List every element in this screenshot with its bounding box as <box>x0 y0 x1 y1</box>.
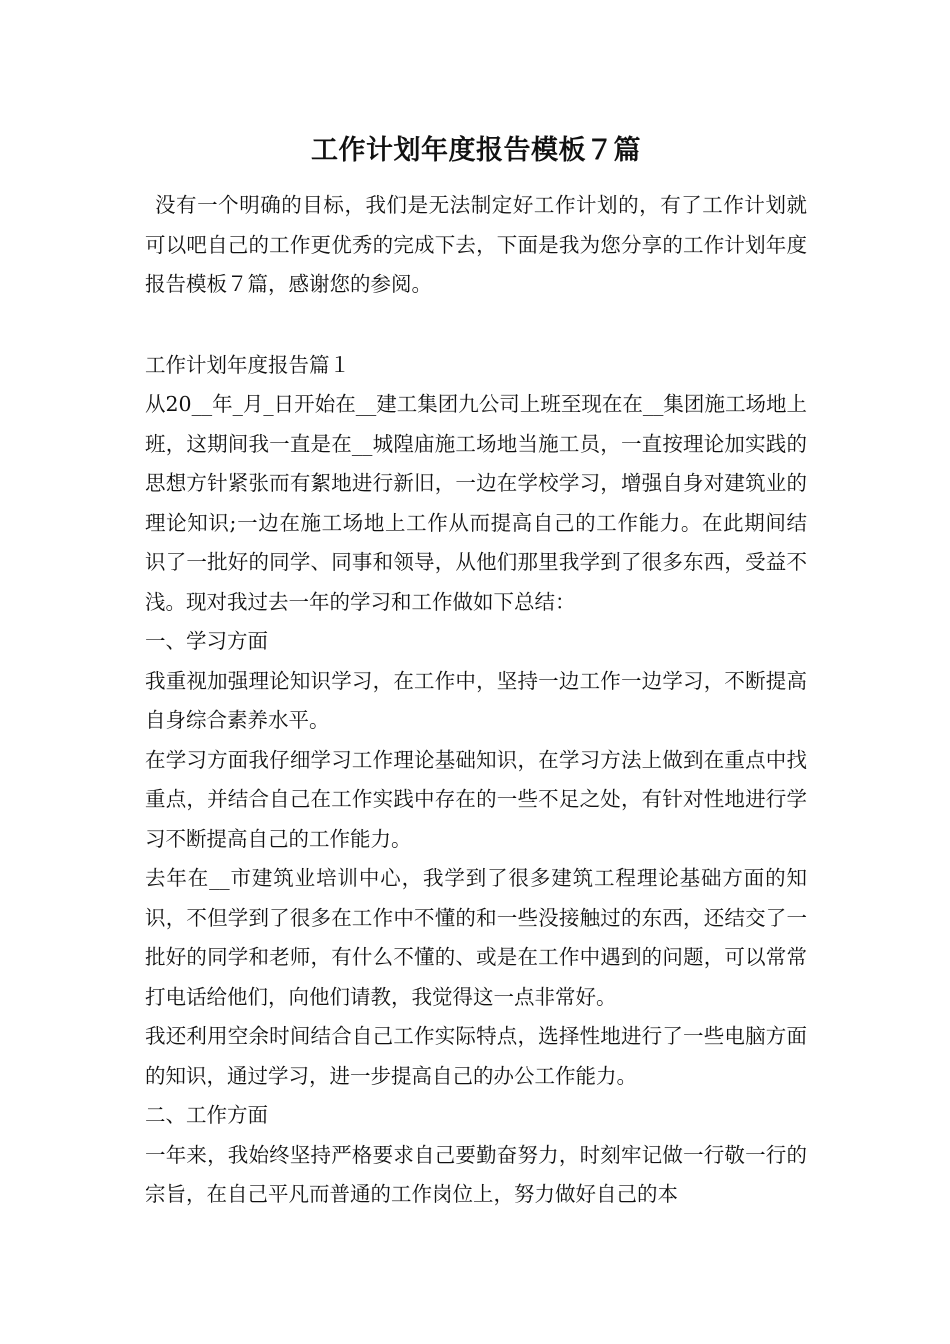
document-title: 工作计划年度报告模板７篇 <box>311 135 641 166</box>
subsection-heading: 一、学习方面 <box>145 629 268 653</box>
body-paragraph: 从20__年_月_日开始在__建工集团九公司上班至现在在__集团施工场地上班，这期间我一直是在__城隍庙施工场地当施工员，一直按理论加实践的思想方针紧张而有絮地进行新旧，一边在学校学习，增强自身对建筑业的理论知识;一边在施工场地上工作从而提高自己的工作能力。在此期间结识了一批好的同学、同事和领导，从他们那里我学到了很多东西，受益不浅。现对我过去一年的学习和工作做如下总结： <box>145 392 807 614</box>
body-paragraph: 我还利用空余时间结合自己工作实际特点，选择性地进行了一些电脑方面的知识，通过学习，进一步提高自己的办公工作能力。 <box>145 1024 807 1088</box>
paragraph-gap <box>145 305 807 346</box>
document-page <box>145 126 807 1215</box>
body-paragraph: 在学习方面我仔细学习工作理论基础知识，在学习方法上做到在重点中找重点，并结合自己在工作实践中存在的一些不足之处，有针对性地进行学习不断提高自己的工作能力。 <box>145 747 807 851</box>
body-paragraph: 一年来，我始终坚持严格要求自己要勤奋努力，时刻牢记做一行敬一行的宗旨，在自己平凡而普通的工作岗位上，努力做好自己的本 <box>145 1142 807 1206</box>
subsection-heading: 二、工作方面 <box>145 1103 268 1127</box>
body-paragraph: 我重视加强理论知识学习，在工作中，坚持一边工作一边学习，不断提高自身综合素养水平。 <box>145 668 807 732</box>
section-heading: 工作计划年度报告篇１ <box>145 352 350 377</box>
document-body <box>145 346 807 1215</box>
body-paragraph: 去年在__市建筑业培训中心，我学到了很多建筑工程理论基础方面的知识，不但学到了很多在工作中不懂的和一些没接触过的东西，还结交了一批好的同学和老师，有什么不懂的、或是在工作中遇到的问题，可以常常打电话给他们，向他们请教，我觉得这一点非常好。 <box>145 866 807 1009</box>
intro-paragraph: 没有一个明确的目标，我们是无法制定好工作计划的，有了工作计划就可以吧自己的工作更优秀的完成下去，下面是我为您分享的工作计划年度报告模板７篇，感谢您的参阅。 <box>145 193 807 296</box>
